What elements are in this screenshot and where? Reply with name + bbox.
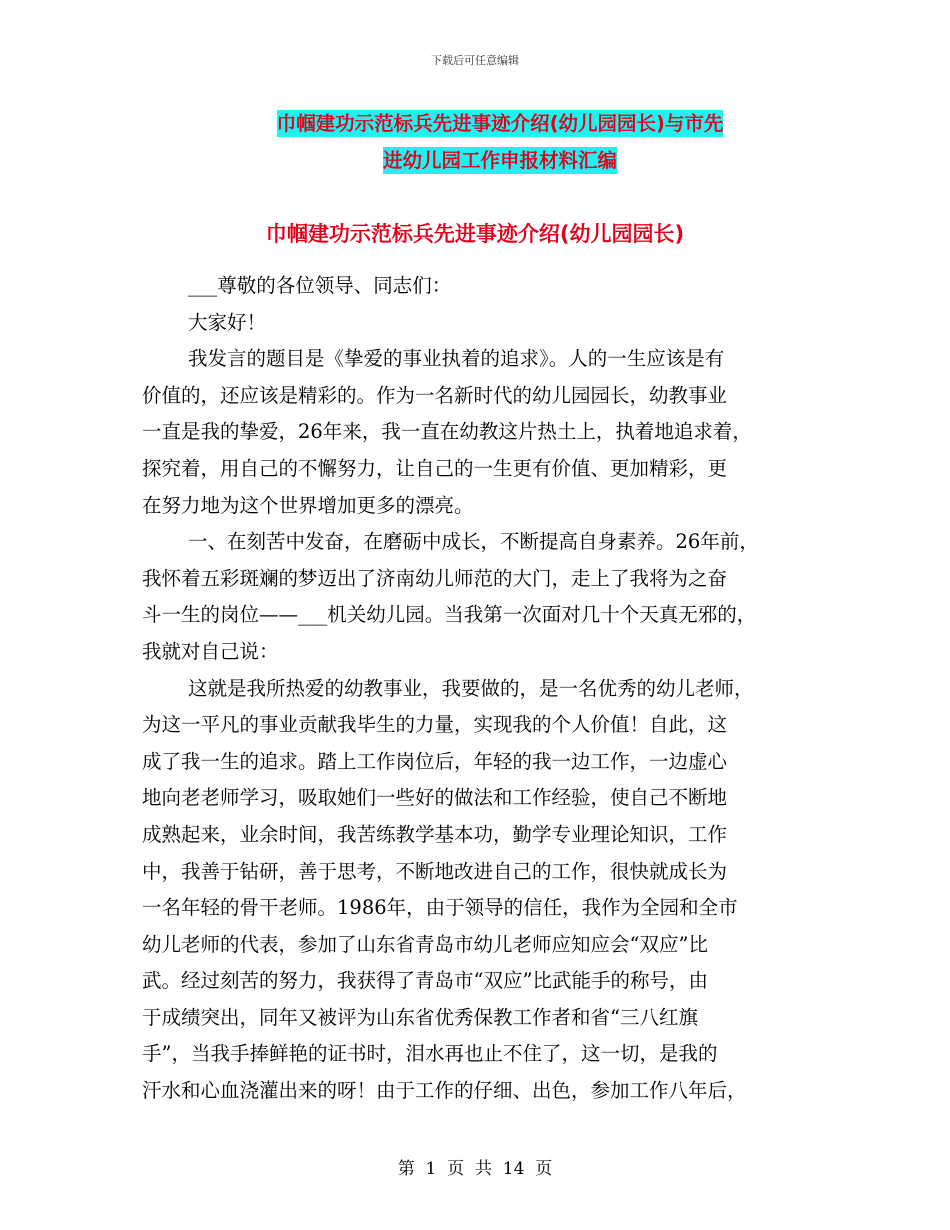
greeting: 大家好！ <box>188 310 267 334</box>
paragraph-line: 成了我一生的追求。踏上工作岗位后，年轻的我一边工作，一边虚心 <box>142 749 728 773</box>
salutation: ___尊敬的各位领导、同志们： <box>188 274 452 297</box>
section-title: 巾帼建功示范标兵先进事迹介绍(幼儿园园长) <box>265 222 685 246</box>
paragraph-line: 中，我善于钻研，善于思考，不断地改进自己的工作，很快就成长为 <box>142 859 728 883</box>
paragraph-line: 我发言的题目是《挚爱的事业执着的追求》。人的一生应该是有 <box>188 347 725 371</box>
document-title-line-2 <box>0 143 950 180</box>
paragraph-line: 为这一平凡的事业贡献我毕生的力量，实现我的个人价值！自此，这 <box>142 713 728 737</box>
title-highlight-1: 巾帼建功示范标兵先进事迹介绍(幼儿园园长)与市先 <box>276 112 724 135</box>
paragraph-line: 这就是我所热爱的幼教事业，我要做的，是一名优秀的幼儿老师， <box>188 676 754 700</box>
paragraph-line: 一直是我的挚爱，26年来，我一直在幼教这片热土上，执着地追求着， <box>142 420 752 444</box>
title-highlight-2: 进幼儿园工作申报材料汇编 <box>382 148 617 172</box>
paragraph-line: 武。经过刻苦的努力，我获得了青岛市“双应”比武能手的称号，由 <box>142 969 708 993</box>
paragraph-line: 探究着，用自己的不懈努力，让自己的一生更有价值、更加精彩，更 <box>142 456 728 480</box>
paragraph-line: 在努力地为这个世界增加更多的漂亮。 <box>142 493 474 517</box>
paragraph-line: 地向老老师学习，吸取她们一些好的做法和工作经验，使自己不断地 <box>142 786 728 810</box>
paragraph-line: 我就对自己说： <box>142 639 279 663</box>
paragraph-line: 手”，当我手捧鲜艳的证书时，泪水再也止不住了，这一切，是我的 <box>142 1042 718 1066</box>
page-footer: 第 1 页 共 14 页 <box>397 1159 553 1179</box>
body-text <box>142 268 822 1110</box>
paragraph-line: 斗一生的岗位——___机关幼儿园。当我第一次面对几十个天真无邪的， <box>142 603 757 627</box>
paragraph-line: 幼儿老师的代表，参加了山东省青岛市幼儿老师应知应会“双应”比 <box>142 932 708 956</box>
paragraph-line: 一名年轻的骨干老师。1986年，由于领导的信任，我作为全园和全市 <box>142 896 738 920</box>
paragraph-line: 我怀着五彩斑斓的梦迈出了济南幼儿师范的大门，走上了我将为之奋 <box>142 566 728 590</box>
header-note: 下载后可任意编辑 <box>431 54 519 67</box>
paragraph-line: 成熟起来，业余时间，我苦练教学基本功，勤学专业理论知识，工作 <box>142 822 728 846</box>
document-title-line-1 <box>0 106 950 143</box>
document-title <box>0 106 950 179</box>
paragraph-line: 一、在刻苦中发奋，在磨砺中成长，不断提高自身素养。26年前， <box>188 530 759 554</box>
paragraph-line: 于成绩突出，同年又被评为山东省优秀保教工作者和省“三八红旗 <box>142 1005 698 1029</box>
paragraph-line: 汗水和心血浇灌出来的呀！由于工作的仔细、出色，参加工作八年后， <box>142 1079 747 1103</box>
paragraph-line: 价值的，还应该是精彩的。作为一名新时代的幼儿园园长，幼教事业 <box>142 383 728 407</box>
